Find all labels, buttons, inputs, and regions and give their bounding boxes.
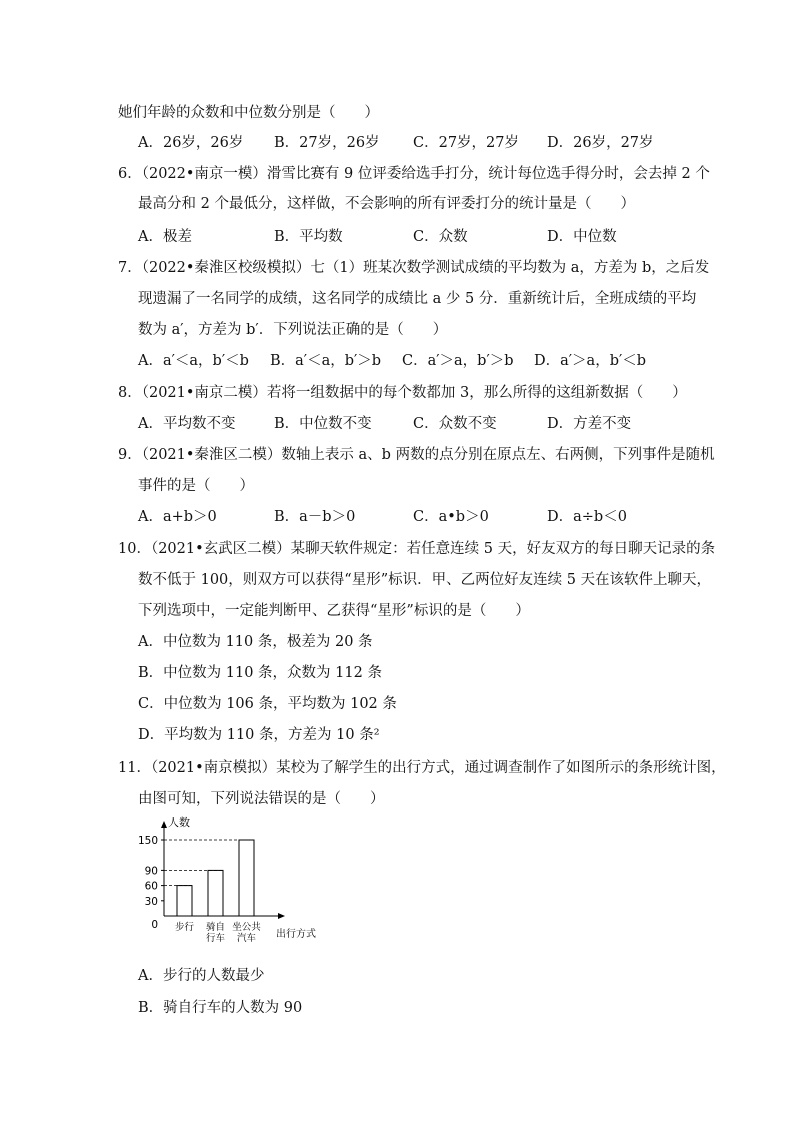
q6-option-a: A．极差 bbox=[138, 229, 192, 245]
q10-option-d: D．平均数为 110 条，方差为 10 条² bbox=[138, 727, 380, 743]
q5-option-b: B．27岁，26岁 bbox=[274, 135, 380, 151]
q10-line-2: 数不低于 100，则双方可以获得“星形”标识．甲、乙两位好友连续 5 天在该软件上聊天， bbox=[138, 572, 712, 588]
q7-option-a: A．a′＜a，b′＜b bbox=[138, 353, 249, 369]
y-tick-label: 150 bbox=[137, 835, 158, 847]
q8-line-1: 8．（2021•南京二模）若将一组数据中的每个数都加 3，那么所得的这组新数据（ ） bbox=[118, 385, 687, 401]
q10-option-a: A．中位数为 110 条，极差为 20 条 bbox=[138, 634, 373, 650]
q7-option-d: D．a′＞a，b′＜b bbox=[534, 353, 647, 369]
y-axis-label: 人数 bbox=[168, 816, 190, 829]
q6-option-d: D．中位数 bbox=[547, 229, 617, 245]
y-tick-label: 30 bbox=[144, 895, 158, 908]
q8-option-b: B．中位数不变 bbox=[274, 416, 372, 432]
q11-line-1: 11．（2021•南京模拟）某校为了解学生的出行方式，通过调查制作了如图所示的条形统计图， bbox=[118, 760, 726, 776]
x-axis-arrow bbox=[278, 913, 285, 919]
y-tick-label: 0 bbox=[151, 919, 158, 931]
q5-option-d: D．26岁，27岁 bbox=[547, 135, 654, 151]
x-tick-label: 骑自 bbox=[205, 922, 226, 933]
q9-option-c: C．a•b＞0 bbox=[413, 509, 489, 525]
x-tick-label: 步行 bbox=[174, 922, 195, 933]
q6-line-1: 6．（2022•南京一模）滑雪比赛有 9 位评委给选手打分，统计每位选手得分时，会去掉 2 个 bbox=[118, 166, 710, 182]
q7-option-b: B．a′＜a，b′＞b bbox=[270, 353, 382, 369]
q6-option-b: B．平均数 bbox=[274, 229, 343, 245]
x-tick-label: 坐公共 bbox=[232, 922, 261, 933]
bar bbox=[239, 840, 254, 916]
q7-line-2: 现遗漏了一名同学的成绩，这名同学的成绩比 a 少 5 分．重新统计后，全班成绩的平均 bbox=[138, 291, 697, 307]
q11-line-2: 由图可知，下列说法错误的是（ ） bbox=[138, 791, 385, 807]
q9-option-d: D．a÷b＜0 bbox=[547, 509, 627, 525]
y-tick-label: 60 bbox=[144, 880, 158, 893]
bar bbox=[208, 870, 223, 916]
y-axis-arrow bbox=[161, 821, 167, 828]
q9-line-2: 事件的是（ ） bbox=[138, 478, 254, 494]
bar bbox=[177, 886, 192, 916]
q5-text: 她们年龄的众数和中位数分别是（ ） bbox=[118, 105, 379, 121]
q7-line-1: 7．（2022•秦淮区校级模拟）七（1）班某次数学测试成绩的平均数为 a，方差为 b，之后发 bbox=[118, 260, 710, 276]
x-tick-label: 汽车 bbox=[236, 933, 257, 944]
q10-line-1: 10．（2021•玄武区二模）某聊天软件规定：若任意连续 5 天，好友双方的每日聊天记录的条 bbox=[118, 541, 716, 557]
q10-option-b: B．中位数为 110 条，众数为 112 条 bbox=[138, 665, 382, 681]
x-axis-label: 出行方式 bbox=[276, 929, 316, 940]
y-tick-label: 90 bbox=[144, 865, 158, 878]
q5-option-c: C．27岁，27岁 bbox=[413, 135, 519, 151]
q11-option-a: A．步行的人数最少 bbox=[138, 968, 265, 984]
q10-line-3: 下列选项中，一定能判断甲、乙获得“星形”标识的是（ ） bbox=[138, 603, 530, 619]
q9-option-b: B．a－b＞0 bbox=[274, 509, 356, 525]
q6-line-2: 最高分和 2 个最低分，这样做，不会影响的所有评委打分的统计量是（ ） bbox=[138, 196, 635, 212]
q10-option-c: C．中位数为 106 条，平均数为 102 条 bbox=[138, 696, 397, 712]
q7-option-c: C．a′＞a，b′＞b bbox=[402, 353, 514, 369]
q11-option-b: B．骑自行车的人数为 90 bbox=[138, 1000, 303, 1016]
q8-option-d: D．方差不变 bbox=[547, 416, 632, 432]
q8-option-a: A．平均数不变 bbox=[138, 416, 236, 432]
q6-option-c: C．众数 bbox=[413, 229, 468, 245]
q5-option-a: A．26岁，26岁 bbox=[138, 135, 244, 151]
bar-chart bbox=[118, 812, 338, 954]
q9-line-1: 9．（2021•秦淮区二模）数轴上表示 a、b 两数的点分别在原点左、右两侧，下列事件是随机 bbox=[118, 447, 715, 463]
q9-option-a: A．a+b＞0 bbox=[138, 509, 217, 525]
q7-line-3: 数为 a′，方差为 b′．下列说法正确的是（ ） bbox=[138, 322, 448, 338]
q8-option-c: C．众数不变 bbox=[413, 416, 497, 432]
x-tick-label: 行车 bbox=[205, 933, 226, 944]
